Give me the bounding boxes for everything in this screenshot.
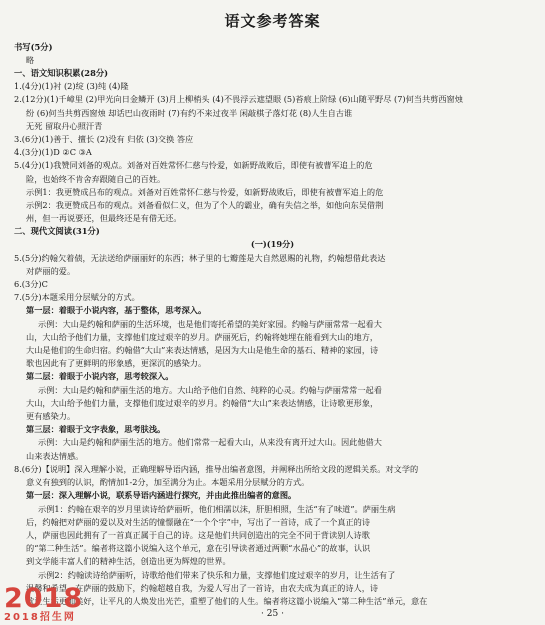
section-heading: 书写(5分) bbox=[14, 42, 53, 52]
answer-line: 4.(3分)(1)D ②C ③A bbox=[14, 147, 92, 158]
answer-line: 7.(5分)本题采用分层赋分的方式。 bbox=[14, 292, 140, 303]
answer-line: 山来表达情感。 bbox=[26, 450, 84, 461]
answer-line: 歌也因此有了更鲜明的形象感，更深沉的感染力。 bbox=[26, 358, 207, 369]
answer-line: 2.(12分)(1)千嶂里 (2)甲光向日金鳞开 (3)月上柳梢头 (4)不畏浮云遮望眼 (5)苔痕上阶绿 (6)山随平野尽 (7)何当共剪西窗烛 bbox=[14, 94, 463, 105]
answer-line: 8.(6分)【说明】深入理解小说，正确理解导语内涵，推导出编者意图，并阐释出所给文段的逻辑关系。对文学的 bbox=[14, 463, 419, 474]
answer-line: 第二层：着眼于小说内容，思考较深入。 bbox=[26, 371, 174, 382]
answer-line: 示例：大山是约翰和萨丽的生活环境，也是他们寄托希望的美好家园。约翰与萨丽常常一起看大 bbox=[38, 318, 382, 329]
answer-line: 第一层：深入理解小说，联系导语内涵进行探究，并由此推出编者的意图。 bbox=[26, 490, 297, 501]
answer-body bbox=[14, 41, 531, 608]
answer-line: 纷 (6)何当共剪西窗烛 却话巴山夜雨时 (7)有约不来过夜半 闲敲棋子落灯花 (8)人生自古谁 bbox=[26, 107, 353, 118]
answer-line: 州，但一再说要还，但最终还是有借无还。 bbox=[26, 213, 182, 224]
answer-line: (一)(19分) bbox=[250, 239, 295, 250]
page-number: · 25 · bbox=[261, 609, 284, 619]
answer-line: 无死 留取丹心照汗青 bbox=[26, 120, 103, 131]
answer-page bbox=[14, 8, 531, 618]
page-title: 语文参考答案 bbox=[224, 12, 321, 30]
answer-line: 歌让生活更加美好，让平凡的人焕发出光芒，重塑了他们的人生。编者将这篇小说编入“第二种生活”单元，意在 bbox=[26, 595, 428, 606]
answer-line: 后，约翰把对萨丽的爱以及对生活的憧憬融在“一个个字”中，写出了一首诗，成了一个真正的诗 bbox=[26, 516, 371, 527]
section-heading: 一、语文知识积累(28分) bbox=[14, 68, 109, 79]
answer-line: 山，大山给予他们力量，支撑他们度过艰辛的岁月。萨丽死后，约翰将她埋在能看到大山的地方， bbox=[26, 331, 379, 342]
section-heading: 二、现代文阅读(31分) bbox=[14, 226, 100, 237]
answer-line: 示例1：我更赞成吕布的观点。刘备对百姓常怀仁慈与怜爱，如新野战败后，即使有被曹军追上的危 bbox=[26, 186, 384, 197]
answer-line: 险，也始终不肯舍弃跟随自己的百姓。 bbox=[26, 173, 166, 184]
watermark-logo bbox=[4, 585, 154, 623]
answer-line: 5.(5分)约翰欠着债，无法送给萨丽丽好的东西；林子里的七瓣莲是大自然恩赐的礼物，约翰想借此表达 bbox=[14, 252, 386, 263]
answer-line: 的“第二种生活”。编者将这篇小说编入这个单元，意在引导读者通过两颗“水晶心”的故事，认识 bbox=[26, 543, 371, 554]
answer-line: 大山，大山给予他们力量，支撑他们度过艰辛的岁月。约翰借“大山”来表达情感，让诗歌更形象， bbox=[26, 397, 379, 408]
answer-line: 更有感染力。 bbox=[26, 411, 76, 422]
answer-line: 示例1：约翰在艰辛的岁月里读诗给萨丽听，他们相濡以沫，肝胆相照，生活“有了味道”。萨丽生病 bbox=[38, 503, 396, 514]
answer-line: 1.(4分)(1)衬 (2)绽 (3)纯 (4)隆 bbox=[14, 81, 129, 92]
answer-line: 3.(6分)(1)善于、擅长 (2)没有 归依 (3)交换 答应 bbox=[14, 134, 194, 145]
answer-line: 到文学能丰富人们的精神生活，创造出更为辉煌的世界。 bbox=[26, 556, 231, 567]
answer-line: 略 bbox=[26, 55, 35, 65]
answer-line: 示例2：我更赞成吕布的观点。刘备看似仁义，但为了个人的霸业，确有失信之举，如他向东吴借荆 bbox=[26, 200, 384, 211]
answer-line: 6.(3分)C bbox=[14, 279, 48, 290]
answer-line: 大山是他们的生命归宿。约翰借“大山”来表达情感，是因为大山是他生命的基石、精神的家园，诗 bbox=[26, 345, 379, 356]
answer-line: 5.(4分)(1)我赞同刘备的观点。刘备对百姓常怀仁慈与怜爱，如新野战败后，即使有被曹军追上的危 bbox=[14, 160, 373, 171]
answer-line: 示例：大山是约翰和萨丽生活的地方。大山给予他们自然、纯粹的心灵。约翰与萨丽常常一起看 bbox=[38, 384, 382, 395]
answer-line: 温馨和希望。在萨丽的鼓励下，约翰超越自我，为爱人写出了一首诗，由农夫成为真正的诗人，诗 bbox=[26, 582, 379, 593]
answer-line: 对萨丽的爱。 bbox=[26, 265, 76, 276]
answer-line: 示例2：约翰读诗给萨丽听，诗歌给他们带来了快乐和力量，支撑他们度过艰辛的岁月，让生活有了 bbox=[38, 569, 396, 580]
answer-line: 第三层：着眼于文字表象，思考肤浅。 bbox=[26, 424, 166, 435]
watermark-site: 2018招生网 bbox=[4, 612, 76, 623]
answer-line: 第一层：着眼于小说内容，基于整体，思考深入。 bbox=[26, 305, 207, 316]
watermark-year: 2018 bbox=[4, 583, 84, 614]
answer-line: 示例：大山是约翰和萨丽生活的地方。他们常常一起看大山，从来没有离开过大山。因此他借大 bbox=[38, 437, 382, 448]
answer-line: 人，萨丽也因此拥有了一首真正属于自己的诗。这是他们共同创造出的完全不同于背读别人诗歌 bbox=[26, 529, 370, 540]
answer-line: 意义有独到的认识，酌情加1-2分，加至满分为止。本题采用分层赋分的方式。 bbox=[26, 477, 310, 488]
